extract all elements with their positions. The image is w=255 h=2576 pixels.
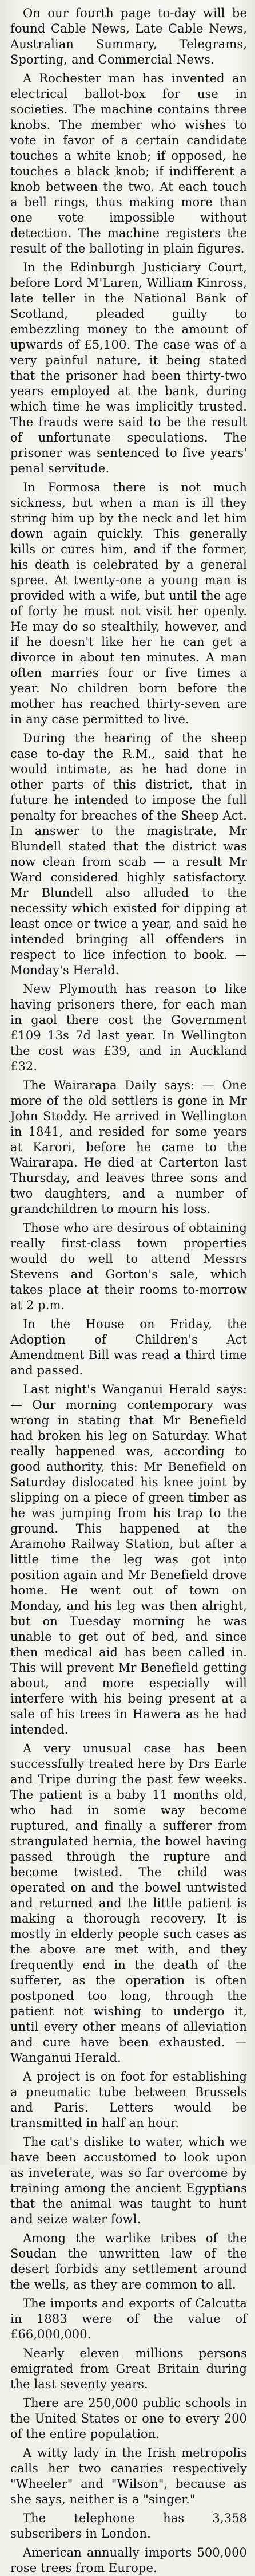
paragraph-public-schools: There are 250,000 public schools in the United States or one to every 200 of the entire population. bbox=[10, 2396, 247, 2441]
paragraph-wairarapa-settler: The Wairarapa Daily says: — One more of the old settlers is gone in Mr John Stoddy. He arrived in Wellington in 1841, and resided for some years at Karori, before he came to the Wairarapa. He died at Carterton last Thursday, and leaves three sons and two daughters, and a number of grandchildren to mourn his loss. bbox=[10, 1078, 247, 1216]
paragraph-hernia-case: A very unusual case has been successfully treated here by Drs Earle and Tripe during the past few weeks. The patient is a baby 11 months old, who had in some way become ruptured, and finally a sufferer from strangulated hernia, the bowel having passed through the rupture and become twisted. The child was operated on and the bowel untwisted and returned and the little patient is making a thorough recovery. It is mostly in elderly people such cases as the above are met with, and they frequently end in the death of the sufferer, as the operation is often postponed too long, through the patient not wishing to undergo it, until every other means of alleviation and cure have been exhausted. — Wanganui Herald. bbox=[10, 1742, 247, 2065]
paragraph-calcutta-trade: The imports and exports of Calcutta in 1883 were of the value of £66,000,000. bbox=[10, 2297, 247, 2341]
paragraph-benefield-injury: Last night's Wanganui Herald says: — Our morning contemporary was wrong in stating that Mr Benefield had broken his leg on Saturday. What really happened was, according to good authority, this: Mr Benefield on Saturday dislocated his knee joint by slipping on a piece of green timber as he was jumping from his trap to the ground. This happened at the Aramoho Railway Station, but after a little time the leg was got into position again and Mr Benefield drove home. He went out of town on Monday, and his leg was then alright, but on Tuesday morning he was unable to get out of bed, and since then medical aid has been called in. This will prevent Mr Benefield getting about, and more especially will interfere with his being present at a sale of his trees in Hawera as he had intended. bbox=[10, 1382, 247, 1736]
paragraph-new-plymouth-gaol: New Plymouth has reason to like having prisoners there, for each man in gaol there cost the Government £109 13s 7d last year. In Wellington the cost was £39, and in Auckland £32. bbox=[10, 982, 247, 1073]
paragraph-cat-water: The cat's dislike to water, which we have been accustomed to look upon as inveterate, was so far overcome by training among the ancient Egyptians that the animal was taught to hunt and seize water fowl. bbox=[10, 2135, 247, 2226]
paragraph-news-index: On our fourth page to-day will be found Cable News, Late Cable News, Australian Summary, Telegrams, Sporting, and Commercial News. bbox=[10, 6, 247, 66]
paragraph-sheep-case: During the hearing of the sheep case to-day the R.M., said that he would intimate, as he had done in other parts of this district, that in future he intended to impose the full penalty for breaches of the Sheep Act. In answer to the magistrate, Mr Blundell stated that the district was now clean from scab — a result Mr Ward considered highly satisfactory. Mr Blundell also alluded to the necessity which existed for dipping at least once or twice a year, and said he intended bringing all offenders in respect to lice infection to book. — Monday's Herald. bbox=[10, 731, 247, 977]
paragraph-formosa: In Formosa there is not much sickness, but when a man is ill they string him up by the neck and let him down again quickly. This generally kills or cures him, and if the former, his death is celebrated by a general spree. At twenty-one a young man is provided with a wife, but until the age of forty he must not visit her openly. He may do so stealthily, however, and if he doesn't like her he can get a divorce in about ten minutes. A man often marries four or five times a year. No children born before the mother has reached thirty-seven are in any case permitted to live. bbox=[10, 480, 247, 726]
paragraph-adoption-bill: In the House on Friday, the Adoption of Children's Act Amendment Bill was read a third time and passed. bbox=[10, 1317, 247, 1377]
paragraph-telephone: The telephone has 3,358 subscribers in London. bbox=[10, 2511, 247, 2540]
paragraph-pneumatic-tube: A project is on foot for establishing a pneumatic tube between Brussels and Paris. Letters would be transmitted in half an hour. bbox=[10, 2070, 247, 2130]
paragraph-canaries: A witty lady in the Irish metropolis calls her two canaries respectively "Wheeler" and "Wilson", because as she says, neither is a "singer." bbox=[10, 2446, 247, 2506]
paragraph-property-sale: Those who are desirous of obtaining really first-class town properties would do well to attend Messrs Stevens and Gorton's sale, which takes place at their rooms to-morrow at 2 p.m. bbox=[10, 1221, 247, 1312]
paragraph-emigration: Nearly eleven millions persons emigrated from Great Britain during the last seventy years. bbox=[10, 2346, 247, 2391]
paragraph-soudan-wells: Among the warlike tribes of the Soudan the unwritten law of the desert forbids any settlement around the wells, as they are common to all. bbox=[10, 2231, 247, 2291]
paragraph-edinburgh-court: In the Edinburgh Justiciary Court, before Lord M'Laren, William Kinross, late teller in the National Bank of Scotland, pleaded guilty to embezzling money to the amount of upwards of £5,100. The case was of a very painful nature, it being stated that the prisoner had been thirty-two years employed at the bank, during which time he was implicitly trusted. The frauds were said to be the result of unfortunate speculations. The prisoner was sentenced to five years' penal servitude. bbox=[10, 261, 247, 475]
paragraph-ballot-box: A Rochester man has invented an electrical ballot-box for use in societies. The machine contains three knobs. The member who wishes to vote in favor of a certain candidate touches a white knob; if opposed, he touches a black knob; if indifferent a knob between the two. At each touch a bell rings, thus making more than one vote impossible without detection. The machine registers the result of the balloting in plain figures. bbox=[10, 72, 247, 255]
paragraph-rose-trees: American annually imports 500,000 rose trees from Europe. bbox=[10, 2546, 247, 2575]
